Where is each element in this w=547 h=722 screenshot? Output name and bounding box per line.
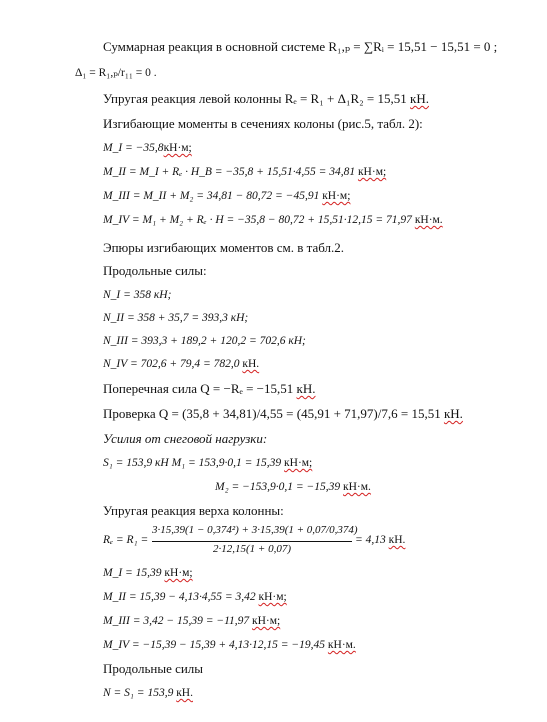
formula-m-iii: M_III = M_II + M₂ = 34,81 − 80,72 = −45,91 кН·м; — [103, 190, 351, 202]
text-line-moment-diagrams: Эпюры изгибающих моментов см. в табл.2. — [103, 240, 345, 255]
formula-n-iv: N_IV = 702,6 + 79,4 = 782,0 кН. — [103, 358, 260, 370]
fraction-denominator: 2·12,15(1 + 0,07) — [213, 543, 291, 555]
formula-snow-m-i: M_I = 15,39 кН·м; — [103, 567, 193, 579]
text-line-axial-forces-snow: Продольные силы — [103, 661, 204, 676]
fraction-bar — [152, 541, 352, 542]
formula-snow-m-iv: M_IV = −15,39 − 15,39 + 4,13·12,15 = −19,45 кН·м. — [103, 639, 356, 651]
formula-m-iv: M_IV = M₁ + M₂ + Rₑ · H = −35,8 − 80,72 + 15,51·12,15 = 71,97 кН·м. — [103, 214, 443, 226]
text-line-shear-force: Поперечная сила Q = −Rₑ = −15,51 кН. — [103, 381, 316, 396]
formula-snow-m-iii: M_III = 3,42 − 15,39 = −11,97 кН·м; — [103, 615, 281, 627]
formula-delta: Δ₁ = R₁,ₚ/r₁₁ = 0 . — [75, 67, 157, 79]
text-line-axial-forces-heading: Продольные силы: — [103, 263, 207, 278]
text-line-summary-reaction: Суммарная реакция в основной системе R₁,ₚ = ∑Rᵢ = 15,51 − 15,51 = 0 ; — [103, 39, 498, 54]
text-line-elastic-reaction-top: Упругая реакция верха колонны: — [103, 503, 284, 518]
formula-snow-s1-m1: S₁ = 153,9 кН M₁ = 153,9·0,1 = 15,39 кН·м; — [103, 457, 313, 469]
formula-n-ii: N_II = 358 + 35,7 = 393,3 кН; — [103, 312, 249, 324]
fraction-lhs: Rₑ = R₁ = — [103, 534, 149, 546]
formula-m-ii: M_II = M_I + Rₑ · H_В = −35,8 + 15,51·4,55 = 34,81 кН·м; — [103, 166, 387, 178]
formula-snow-m-ii: M_II = 15,39 − 4,13·4,55 = 3,42 кН·м; — [103, 591, 287, 603]
formula-n-iii: N_III = 393,3 + 189,2 + 120,2 = 702,6 кН; — [103, 335, 306, 347]
formula-snow-m2: M₂ = −153,9·0,1 = −15,39 кН·м. — [215, 481, 371, 493]
text-line-snow-load-heading: Усилия от снеговой нагрузки: — [103, 431, 268, 446]
text-line-elastic-reaction-left: Упругая реакция левой колонны Rₑ = R₁ + Δ₁R₂ = 15,51 кН. — [103, 91, 429, 106]
fraction-result: = 4,13 кН. — [355, 534, 406, 546]
fraction-numerator: 3·15,39(1 − 0,374²) + 3·15,39(1 + 0,07/0,374) — [152, 524, 358, 536]
formula-n-i: N_I = 358 кН; — [103, 289, 172, 301]
formula-snow-n: N = S₁ = 153,9 кН. — [103, 687, 193, 699]
unit-squiggle: кН. — [410, 91, 429, 106]
text-line-bending-moments-heading: Изгибающие моменты в сечениях колоны (рис.5, табл. 2): — [103, 116, 423, 131]
formula-m-i: M_I = −35,8кН·м; — [103, 142, 192, 154]
text-line-check: Проверка Q = (35,8 + 34,81)/4,55 = (45,91 + 71,97)/7,6 = 15,51 кН. — [103, 406, 463, 421]
